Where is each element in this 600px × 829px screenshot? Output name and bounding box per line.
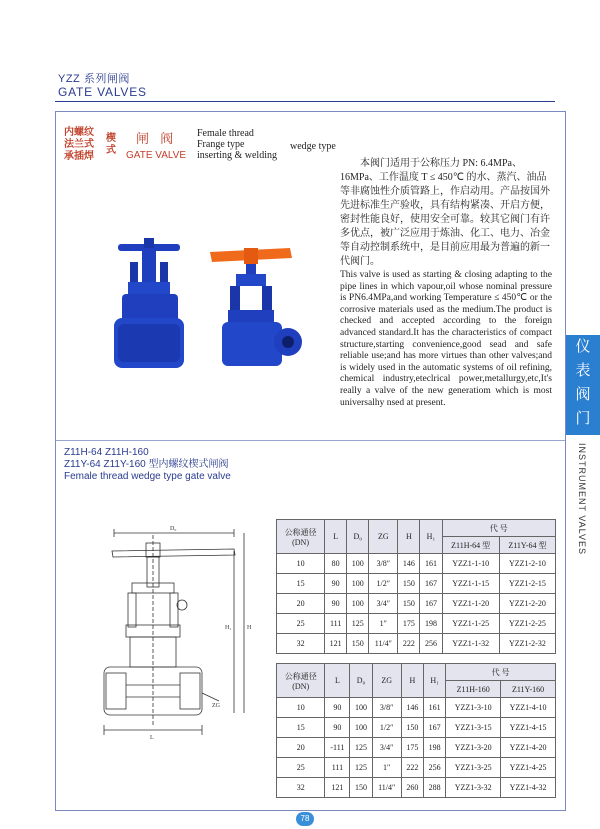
table-row [277, 574, 556, 594]
table-cell: YZZ1-2-20 [499, 594, 555, 614]
drawing-label-h: H [247, 625, 252, 631]
spec-table-64 [276, 519, 556, 654]
table-cell: 256 [420, 634, 442, 654]
col-header-l: L [325, 520, 347, 554]
table-cell: 100 [350, 718, 372, 738]
table-cell: 260 [401, 778, 423, 798]
side-label-en [572, 440, 592, 560]
table-cell: 1″ [372, 758, 401, 778]
page-number: 78 [296, 812, 314, 826]
table-cell: 1/2″ [369, 574, 398, 594]
col-header-model-2: Z11Y-64 型 [499, 537, 555, 554]
table-cell: 10 [277, 698, 325, 718]
table-cell: YZZ1-4-15 [501, 718, 556, 738]
table-cell: 288 [424, 778, 446, 798]
table-cell: 150 [398, 594, 420, 614]
drawing-label-zg: ZG [212, 703, 220, 709]
table-cell: 125 [350, 738, 372, 758]
table-cell: 100 [347, 574, 369, 594]
table1-body [277, 554, 556, 654]
table-cell: YZZ1-3-15 [446, 718, 501, 738]
model-line-3: Female thread wedge type gate valve [64, 471, 231, 482]
col-header-code: 代 号 [442, 520, 555, 537]
col-header-model-1: Z11H-160 [446, 681, 501, 698]
table-row [277, 778, 556, 798]
col-header-model-1: Z11H-64 型 [442, 537, 499, 554]
table-cell: YZZ1-4-32 [501, 778, 556, 798]
table-cell: YZZ1-1-20 [442, 594, 499, 614]
table-cell: 11/4″ [372, 778, 401, 798]
table-cell: 20 [277, 738, 325, 758]
table-cell: 25 [277, 758, 325, 778]
table-cell: 90 [325, 574, 347, 594]
table-cell: 121 [325, 634, 347, 654]
header-title-en: GATE VALVES [58, 85, 147, 99]
connection-type-cn: 承插焊 [64, 151, 94, 162]
col-header-h: H [401, 664, 423, 698]
connection-types-en [197, 128, 277, 161]
table2-body [277, 698, 556, 798]
connection-type-en: inserting & welding [197, 150, 277, 161]
col-header-l: L [325, 664, 350, 698]
table-cell: 150 [398, 574, 420, 594]
connection-type-en: Female thread [197, 128, 254, 139]
table-cell: 3/4″ [372, 738, 401, 758]
model-title [64, 447, 231, 483]
table-cell: YZZ1-3-25 [446, 758, 501, 778]
table-cell: 90 [325, 718, 350, 738]
table-cell: 10 [277, 554, 325, 574]
side-tab-instrument-valves [566, 335, 600, 435]
table-cell: YZZ1-2-25 [499, 614, 555, 634]
table-cell: 150 [347, 634, 369, 654]
col-header-dn: 公称通径 (DN) [277, 664, 325, 698]
table-cell: 146 [401, 698, 423, 718]
connection-type-cn: 法兰式 [64, 139, 94, 150]
table-cell: 1/2″ [372, 718, 401, 738]
table-cell: 15 [277, 574, 325, 594]
col-header-code: 代 号 [446, 664, 556, 681]
col-header-model-2: Z11Y-160 [501, 681, 556, 698]
side-tab-char: 阀 [575, 387, 591, 403]
description-cn: 本阀门适用于公称压力 PN: 6.4MPa、16MPa、工作温度 T ≤ 450℃ 的水、蒸汽、油品等非腐蚀性介质管路上，作启动用。产品按国外先进标准生产验收，具有结构紧凑、开启方便，密封性能良好，使用安全可靠。较其它阀门有许多优点，被广泛应用于炼油、化工、电力、冶金等自动控制系统中，是目前应用最为普遍的新一代阀门。 [340, 158, 550, 267]
table-cell: 125 [347, 614, 369, 634]
drawing-label-l: L [150, 735, 154, 741]
table-cell: 175 [398, 614, 420, 634]
table-cell: 3/8″ [372, 698, 401, 718]
table-cell: 111 [325, 758, 350, 778]
table-cell: 90 [325, 594, 347, 614]
col-header-zg: ZG [372, 664, 401, 698]
model-line-2: Z11Y-64 Z11Y-160 型内螺纹楔式闸阀 [64, 459, 229, 470]
valve-photo [110, 238, 310, 386]
model-line-1: Z11H-64 Z11H-160 [64, 447, 149, 458]
table-cell: 32 [277, 778, 325, 798]
table-cell: 256 [424, 758, 446, 778]
table-cell: 161 [420, 554, 442, 574]
table-cell: 222 [401, 758, 423, 778]
connection-type-en: Frange type [197, 139, 245, 150]
table-cell: 161 [424, 698, 446, 718]
side-tab-char: 仪 [575, 339, 591, 355]
wedge-label-en: wedge type [290, 141, 336, 152]
table-row [277, 718, 556, 738]
table-cell: 121 [325, 778, 350, 798]
table-cell: 167 [420, 594, 442, 614]
table-row [277, 614, 556, 634]
table-cell: 20 [277, 594, 325, 614]
table-cell: 100 [350, 698, 372, 718]
col-header-zg: ZG [369, 520, 398, 554]
table-cell: 3/4″ [369, 594, 398, 614]
table-cell: 15 [277, 718, 325, 738]
table-cell: YZZ1-1-25 [442, 614, 499, 634]
valve-drawing [84, 525, 264, 750]
drawing-label-h1: H₁ [225, 625, 232, 631]
table-cell: YZZ1-4-10 [501, 698, 556, 718]
table-cell: YZZ1-4-20 [501, 738, 556, 758]
spec-table-160 [276, 663, 556, 798]
table-cell: 198 [420, 614, 442, 634]
header-rule [55, 101, 555, 102]
table-cell: YZZ1-3-10 [446, 698, 501, 718]
side-tab-char: 表 [575, 363, 591, 379]
table-row [277, 554, 556, 574]
connection-types-cn [64, 127, 106, 163]
table-cell: 125 [350, 758, 372, 778]
side-label-en-text: INSTRUMENT VALVES [577, 443, 587, 556]
table-cell: 146 [398, 554, 420, 574]
table-row [277, 698, 556, 718]
product-name-cn: 闸 阀 [136, 131, 178, 146]
table-cell: 90 [325, 698, 350, 718]
wedge-label-cn: 楔式 [106, 133, 116, 156]
table-cell: YZZ1-3-20 [446, 738, 501, 758]
table-row [277, 634, 556, 654]
description-en: This valve is used as starting & closing adapting to the pipe lines in which vapour,oil whose nominal pressure is PN6.4MPa,and working Temperature ≤ 450℃ or the corrosive materials used as the medium.The product is checked and accepted according to the foreign advanced standard.It has the characteristics of compact structure,starting convenience,good sead and safe reliable use;and has more virtues than other valves;and is widely used in the automatic systems of oil refining, chemical industry,eteclrical power,metallurgy,etc,It's really a valve of the new generatiom which is most universalhy nsed at present. [340, 270, 552, 408]
table-cell: YZZ1-3-32 [446, 778, 501, 798]
table-cell: 32 [277, 634, 325, 654]
table-row [277, 758, 556, 778]
table-cell: YZZ1-2-10 [499, 554, 555, 574]
table-cell: 175 [401, 738, 423, 758]
table-cell: 25 [277, 614, 325, 634]
table-cell: YZZ1-1-32 [442, 634, 499, 654]
table-cell: 222 [398, 634, 420, 654]
blue-valve-image [114, 238, 184, 368]
product-name-en: GATE VALVE [126, 150, 187, 161]
col-header-h1: H₁ [424, 664, 446, 698]
table-cell: YZZ1-2-32 [499, 634, 555, 654]
connection-type-cn: 内螺纹 [64, 127, 94, 138]
col-header-d0: D₀ [350, 664, 372, 698]
section-divider [56, 440, 565, 441]
col-header-dn: 公称通径 (DN) [277, 520, 325, 554]
table-cell: YZZ1-2-15 [499, 574, 555, 594]
table-cell: YZZ1-4-25 [501, 758, 556, 778]
table-cell: 100 [347, 554, 369, 574]
table-cell: 80 [325, 554, 347, 574]
table-row [277, 594, 556, 614]
table-cell: 150 [350, 778, 372, 798]
table-cell: 167 [420, 574, 442, 594]
drawing-label-d0: D₀ [170, 526, 177, 532]
side-tab-char: 门 [575, 411, 591, 427]
col-header-d0: D₀ [347, 520, 369, 554]
table-cell: YZZ1-1-15 [442, 574, 499, 594]
col-header-h1: H₁ [420, 520, 442, 554]
table-cell: 11/4″ [369, 634, 398, 654]
table-cell: 100 [347, 594, 369, 614]
col-header-h: H [398, 520, 420, 554]
header-title-cn: YZZ 系列闸阀 [58, 73, 130, 85]
table-cell: 3/8″ [369, 554, 398, 574]
table-cell: 167 [424, 718, 446, 738]
table-cell: 150 [401, 718, 423, 738]
table-row [277, 738, 556, 758]
table-cell: -111 [325, 738, 350, 758]
table-cell: 1″ [369, 614, 398, 634]
table-cell: 198 [424, 738, 446, 758]
table-cell: 111 [325, 614, 347, 634]
table-cell: YZZ1-1-10 [442, 554, 499, 574]
orange-handle-valve-image [210, 248, 302, 366]
